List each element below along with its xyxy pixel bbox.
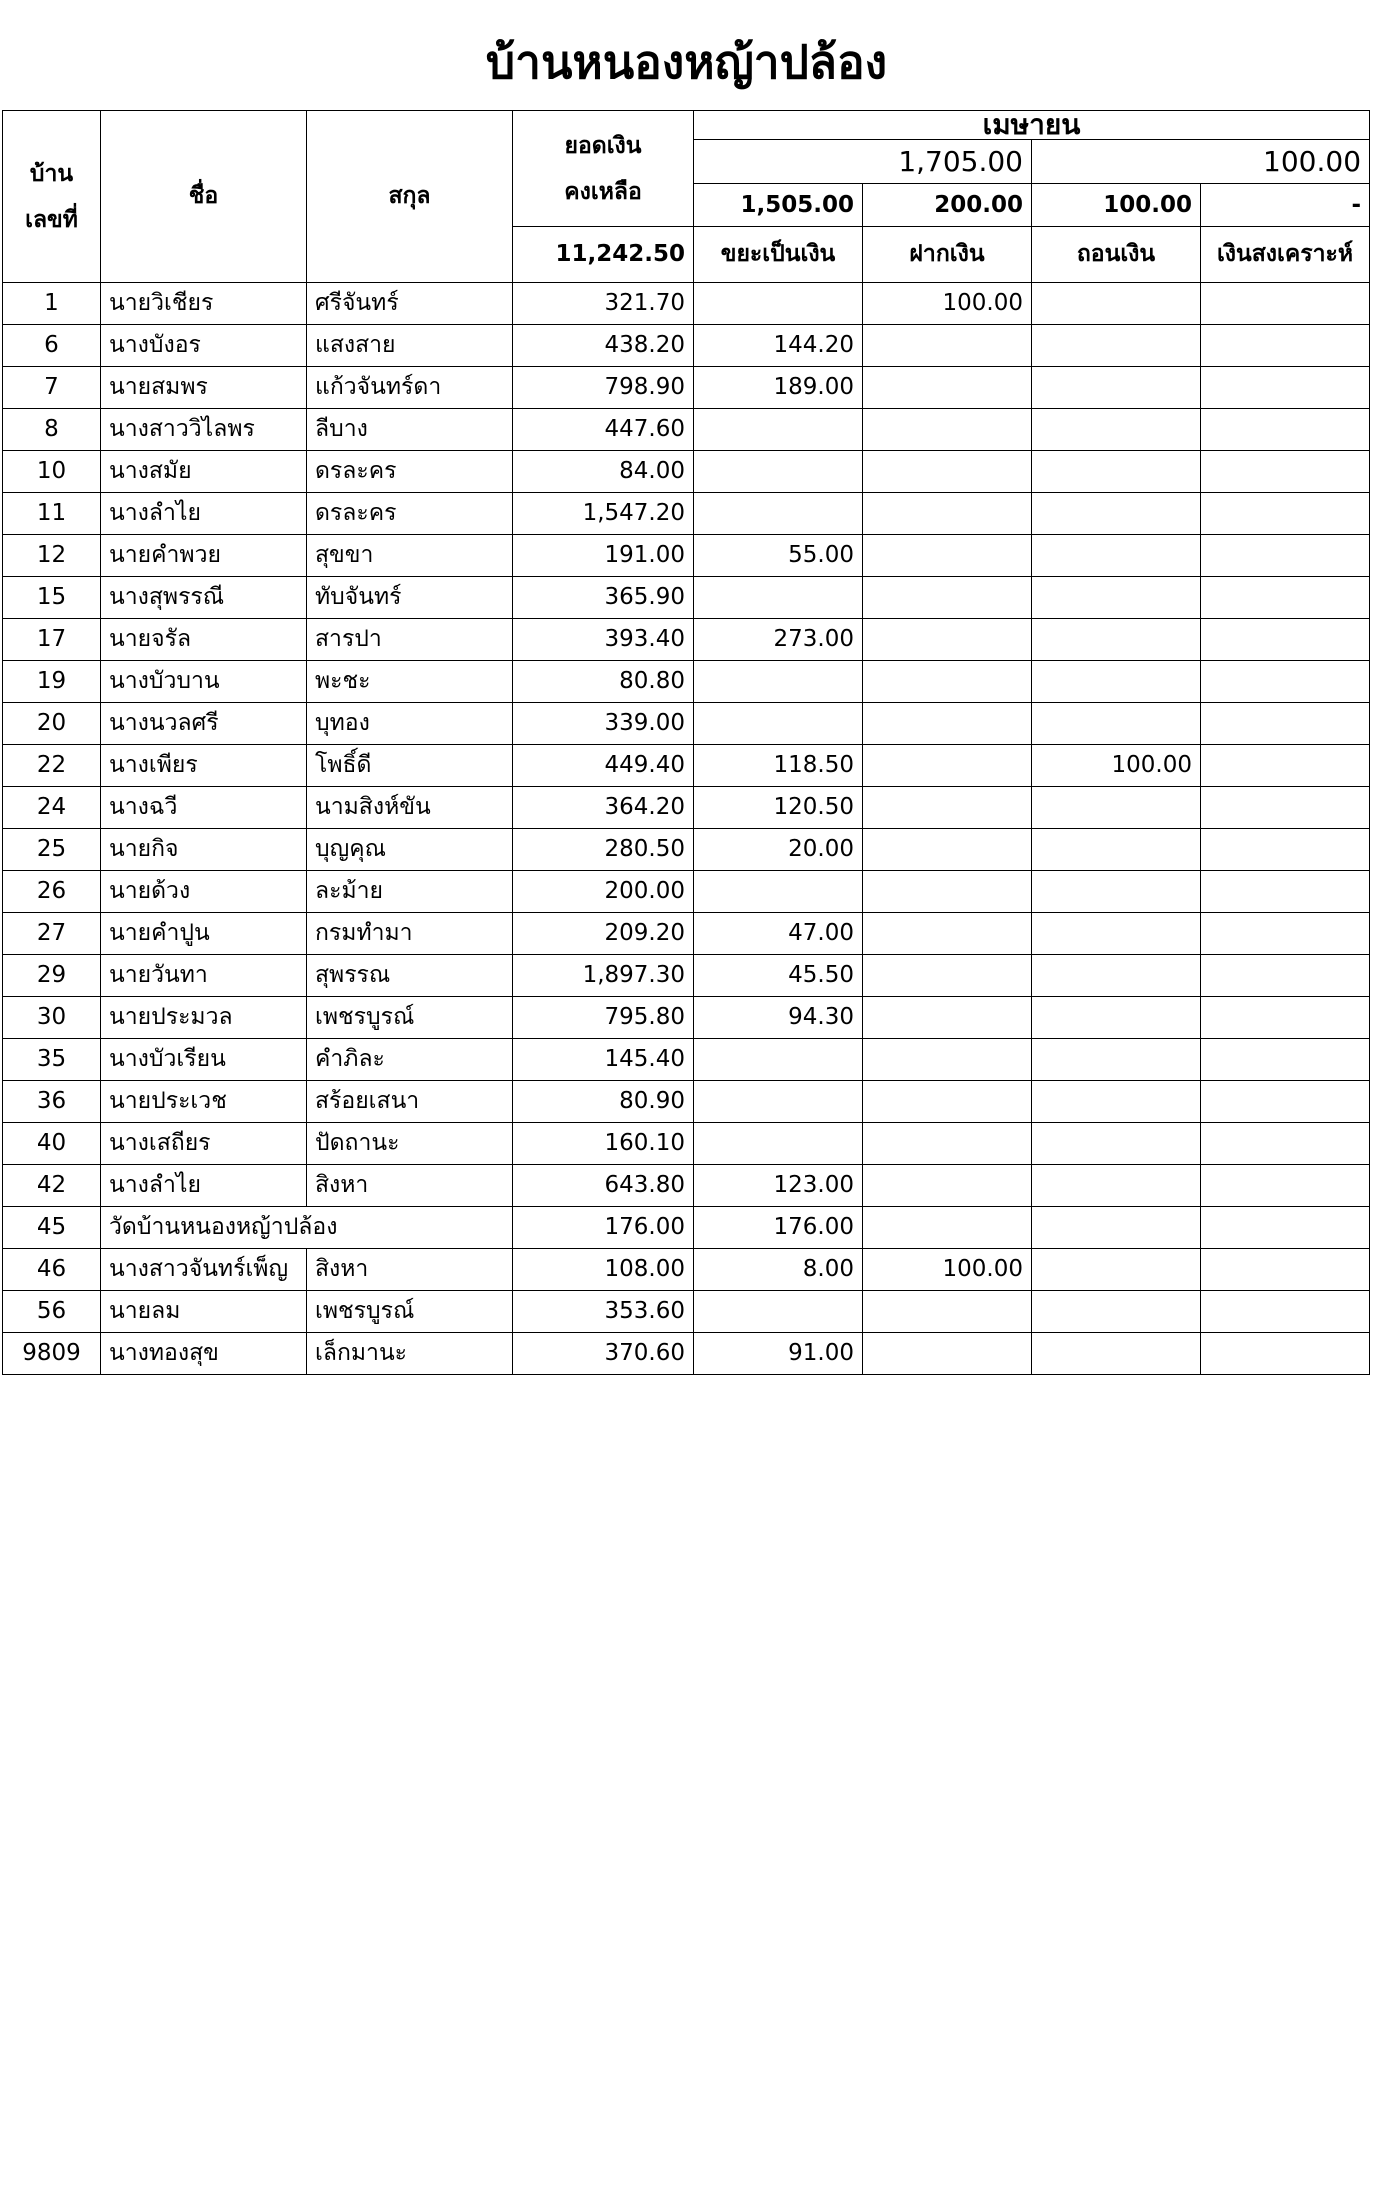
cell-house-no: 6 bbox=[3, 325, 101, 367]
header-month: เมษายน bbox=[694, 111, 1370, 140]
cell-deposit bbox=[863, 1291, 1032, 1333]
cell-house-no: 42 bbox=[3, 1165, 101, 1207]
cell-house-no: 10 bbox=[3, 451, 101, 493]
header-balance-line1: ยอดเงิน bbox=[564, 132, 642, 159]
cell-balance: 795.80 bbox=[513, 997, 694, 1039]
cell-waste bbox=[694, 577, 863, 619]
cell-withdraw bbox=[1032, 1333, 1201, 1375]
cell-deposit bbox=[863, 493, 1032, 535]
table-row bbox=[3, 871, 1370, 913]
cell-surname: คำภิละ bbox=[307, 1039, 513, 1081]
cell-name: นางบัวเรียน bbox=[101, 1039, 307, 1081]
cell-house-no: 8 bbox=[3, 409, 101, 451]
cell-house-no: 7 bbox=[3, 367, 101, 409]
header-house-no-line1: บ้าน bbox=[29, 160, 74, 187]
cell-house-no: 1 bbox=[3, 283, 101, 325]
table-row bbox=[3, 1207, 1370, 1249]
cell-name: นางทองสุข bbox=[101, 1333, 307, 1375]
table-row bbox=[3, 1081, 1370, 1123]
header-sum-out: 100.00 bbox=[1032, 140, 1370, 184]
table-row bbox=[3, 1039, 1370, 1081]
cell-waste bbox=[694, 283, 863, 325]
cell-name: นางลำไย bbox=[101, 493, 307, 535]
cell-balance: 145.40 bbox=[513, 1039, 694, 1081]
table-row bbox=[3, 703, 1370, 745]
cell-surname: ปัดถานะ bbox=[307, 1123, 513, 1165]
cell-house-no: 45 bbox=[3, 1207, 101, 1249]
cell-waste: 8.00 bbox=[694, 1249, 863, 1291]
ledger-body bbox=[3, 283, 1370, 1375]
cell-name: นางสาววิไลพร bbox=[101, 409, 307, 451]
cell-withdraw bbox=[1032, 787, 1201, 829]
cell-house-no: 46 bbox=[3, 1249, 101, 1291]
table-row bbox=[3, 451, 1370, 493]
cell-balance: 80.80 bbox=[513, 661, 694, 703]
table-row bbox=[3, 745, 1370, 787]
cell-name: นายคำปูน bbox=[101, 913, 307, 955]
cell-name: นายสมพร bbox=[101, 367, 307, 409]
table-row bbox=[3, 1333, 1370, 1375]
cell-name: นางบัวบาน bbox=[101, 661, 307, 703]
cell-balance: 1,547.20 bbox=[513, 493, 694, 535]
table-row bbox=[3, 829, 1370, 871]
cell-surname: สุพรรณ bbox=[307, 955, 513, 997]
savings-ledger-table bbox=[2, 110, 1370, 1375]
cell-name: นายจรัล bbox=[101, 619, 307, 661]
cell-welfare bbox=[1201, 745, 1370, 787]
cell-welfare bbox=[1201, 493, 1370, 535]
cell-house-no: 11 bbox=[3, 493, 101, 535]
cell-deposit bbox=[863, 409, 1032, 451]
cell-balance: 321.70 bbox=[513, 283, 694, 325]
header-total-welfare: - bbox=[1201, 184, 1370, 227]
cell-surname: โพธิ์ดี bbox=[307, 745, 513, 787]
cell-waste: 120.50 bbox=[694, 787, 863, 829]
cell-welfare bbox=[1201, 1249, 1370, 1291]
header-col-waste: ขยะเป็นเงิน bbox=[694, 227, 863, 283]
cell-withdraw bbox=[1032, 955, 1201, 997]
cell-waste: 20.00 bbox=[694, 829, 863, 871]
cell-welfare bbox=[1201, 703, 1370, 745]
cell-welfare bbox=[1201, 1207, 1370, 1249]
cell-balance: 200.00 bbox=[513, 871, 694, 913]
cell-name: นางสุพรรณี bbox=[101, 577, 307, 619]
cell-withdraw bbox=[1032, 1291, 1201, 1333]
cell-surname: ทับจันทร์ bbox=[307, 577, 513, 619]
cell-balance: 370.60 bbox=[513, 1333, 694, 1375]
cell-withdraw bbox=[1032, 577, 1201, 619]
cell-surname: สุขขา bbox=[307, 535, 513, 577]
cell-welfare bbox=[1201, 451, 1370, 493]
cell-waste bbox=[694, 493, 863, 535]
cell-house-no: 15 bbox=[3, 577, 101, 619]
header-house-no bbox=[3, 111, 101, 283]
cell-deposit bbox=[863, 661, 1032, 703]
cell-waste: 118.50 bbox=[694, 745, 863, 787]
table-row bbox=[3, 1123, 1370, 1165]
header-name: ชื่อ bbox=[101, 111, 307, 283]
cell-welfare bbox=[1201, 1081, 1370, 1123]
cell-withdraw bbox=[1032, 1249, 1201, 1291]
cell-house-no: 36 bbox=[3, 1081, 101, 1123]
cell-withdraw bbox=[1032, 829, 1201, 871]
cell-name: นายวิเชียร bbox=[101, 283, 307, 325]
header-balance bbox=[513, 111, 694, 227]
cell-surname: ดรละคร bbox=[307, 493, 513, 535]
cell-surname: เพชรบูรณ์ bbox=[307, 997, 513, 1039]
cell-surname: แก้วจันทร์ดา bbox=[307, 367, 513, 409]
table-row bbox=[3, 787, 1370, 829]
cell-deposit bbox=[863, 997, 1032, 1039]
cell-deposit bbox=[863, 955, 1032, 997]
cell-welfare bbox=[1201, 1291, 1370, 1333]
cell-surname: เพชรบูรณ์ bbox=[307, 1291, 513, 1333]
cell-deposit bbox=[863, 451, 1032, 493]
table-row bbox=[3, 409, 1370, 451]
cell-name: นายคำพวย bbox=[101, 535, 307, 577]
cell-withdraw bbox=[1032, 1207, 1201, 1249]
cell-waste: 144.20 bbox=[694, 325, 863, 367]
cell-deposit bbox=[863, 745, 1032, 787]
cell-balance: 1,897.30 bbox=[513, 955, 694, 997]
cell-name: นางลำไย bbox=[101, 1165, 307, 1207]
table-row bbox=[3, 1291, 1370, 1333]
cell-name: นางนวลศรี bbox=[101, 703, 307, 745]
cell-balance: 393.40 bbox=[513, 619, 694, 661]
cell-withdraw bbox=[1032, 1165, 1201, 1207]
cell-welfare bbox=[1201, 535, 1370, 577]
cell-deposit bbox=[863, 367, 1032, 409]
cell-withdraw bbox=[1032, 283, 1201, 325]
cell-surname: ดรละคร bbox=[307, 451, 513, 493]
cell-deposit: 100.00 bbox=[863, 1249, 1032, 1291]
cell-surname: นามสิงห์ขัน bbox=[307, 787, 513, 829]
cell-house-no: 17 bbox=[3, 619, 101, 661]
cell-waste bbox=[694, 1123, 863, 1165]
cell-deposit bbox=[863, 703, 1032, 745]
cell-surname: ละม้าย bbox=[307, 871, 513, 913]
cell-surname: กรมทำมา bbox=[307, 913, 513, 955]
cell-welfare bbox=[1201, 955, 1370, 997]
cell-balance: 364.20 bbox=[513, 787, 694, 829]
cell-balance: 160.10 bbox=[513, 1123, 694, 1165]
table-row bbox=[3, 1249, 1370, 1291]
cell-welfare bbox=[1201, 283, 1370, 325]
header-surname: สกุล bbox=[307, 111, 513, 283]
cell-waste bbox=[694, 1081, 863, 1123]
cell-house-no: 29 bbox=[3, 955, 101, 997]
cell-waste: 123.00 bbox=[694, 1165, 863, 1207]
cell-deposit bbox=[863, 829, 1032, 871]
cell-house-no: 9809 bbox=[3, 1333, 101, 1375]
cell-deposit bbox=[863, 871, 1032, 913]
table-row bbox=[3, 955, 1370, 997]
cell-house-no: 12 bbox=[3, 535, 101, 577]
cell-name: นางเพียร bbox=[101, 745, 307, 787]
table-row bbox=[3, 913, 1370, 955]
cell-waste bbox=[694, 1039, 863, 1081]
header-total-waste: 1,505.00 bbox=[694, 184, 863, 227]
header-house-no-line2: เลขที่ bbox=[25, 206, 78, 233]
table-row bbox=[3, 325, 1370, 367]
header-col-welfare: เงินสงเคราะห์ bbox=[1201, 227, 1370, 283]
cell-balance: 438.20 bbox=[513, 325, 694, 367]
cell-withdraw bbox=[1032, 367, 1201, 409]
cell-welfare bbox=[1201, 325, 1370, 367]
cell-surname: บุญคุณ bbox=[307, 829, 513, 871]
cell-house-no: 19 bbox=[3, 661, 101, 703]
cell-waste: 91.00 bbox=[694, 1333, 863, 1375]
cell-deposit bbox=[863, 1081, 1032, 1123]
cell-waste bbox=[694, 451, 863, 493]
cell-house-no: 35 bbox=[3, 1039, 101, 1081]
cell-house-no: 22 bbox=[3, 745, 101, 787]
cell-waste bbox=[694, 409, 863, 451]
cell-waste: 273.00 bbox=[694, 619, 863, 661]
cell-name: นายวันทา bbox=[101, 955, 307, 997]
cell-deposit bbox=[863, 1207, 1032, 1249]
cell-withdraw bbox=[1032, 451, 1201, 493]
cell-deposit bbox=[863, 787, 1032, 829]
cell-deposit bbox=[863, 325, 1032, 367]
cell-waste: 45.50 bbox=[694, 955, 863, 997]
cell-withdraw bbox=[1032, 871, 1201, 913]
table-row bbox=[3, 535, 1370, 577]
cell-name: นายกิจ bbox=[101, 829, 307, 871]
cell-welfare bbox=[1201, 997, 1370, 1039]
cell-welfare bbox=[1201, 829, 1370, 871]
cell-house-no: 56 bbox=[3, 1291, 101, 1333]
cell-balance: 176.00 bbox=[513, 1207, 694, 1249]
cell-welfare bbox=[1201, 787, 1370, 829]
cell-balance: 643.80 bbox=[513, 1165, 694, 1207]
cell-deposit bbox=[863, 577, 1032, 619]
cell-house-no: 20 bbox=[3, 703, 101, 745]
cell-welfare bbox=[1201, 871, 1370, 913]
header-total-withdraw: 100.00 bbox=[1032, 184, 1201, 227]
cell-withdraw bbox=[1032, 661, 1201, 703]
table-row bbox=[3, 661, 1370, 703]
cell-withdraw bbox=[1032, 703, 1201, 745]
table-row bbox=[3, 493, 1370, 535]
page-title: บ้านหนองหญ้าปล้อง bbox=[485, 35, 888, 89]
header-sum-in: 1,705.00 bbox=[694, 140, 1032, 184]
table-row bbox=[3, 619, 1370, 661]
cell-welfare bbox=[1201, 1039, 1370, 1081]
table-row bbox=[3, 367, 1370, 409]
cell-deposit: 100.00 bbox=[863, 283, 1032, 325]
cell-deposit bbox=[863, 1123, 1032, 1165]
cell-balance: 191.00 bbox=[513, 535, 694, 577]
cell-welfare bbox=[1201, 619, 1370, 661]
cell-withdraw bbox=[1032, 325, 1201, 367]
cell-welfare bbox=[1201, 661, 1370, 703]
cell-withdraw bbox=[1032, 997, 1201, 1039]
cell-deposit bbox=[863, 1039, 1032, 1081]
cell-balance: 447.60 bbox=[513, 409, 694, 451]
cell-name: นางสาวจันทร์เพ็ญ bbox=[101, 1249, 307, 1291]
cell-name: วัดบ้านหนองหญ้าปล้อง bbox=[101, 1207, 513, 1249]
cell-house-no: 27 bbox=[3, 913, 101, 955]
cell-welfare bbox=[1201, 1165, 1370, 1207]
cell-withdraw bbox=[1032, 1081, 1201, 1123]
cell-waste: 189.00 bbox=[694, 367, 863, 409]
cell-balance: 353.60 bbox=[513, 1291, 694, 1333]
cell-surname: แสงสาย bbox=[307, 325, 513, 367]
cell-welfare bbox=[1201, 913, 1370, 955]
cell-withdraw bbox=[1032, 1039, 1201, 1081]
cell-waste: 176.00 bbox=[694, 1207, 863, 1249]
cell-welfare bbox=[1201, 1123, 1370, 1165]
table-row bbox=[3, 283, 1370, 325]
cell-surname: สิงหา bbox=[307, 1165, 513, 1207]
cell-deposit bbox=[863, 535, 1032, 577]
cell-waste bbox=[694, 661, 863, 703]
cell-name: นายประเวช bbox=[101, 1081, 307, 1123]
cell-house-no: 26 bbox=[3, 871, 101, 913]
cell-name: นางเสถียร bbox=[101, 1123, 307, 1165]
cell-deposit bbox=[863, 619, 1032, 661]
table-row bbox=[3, 997, 1370, 1039]
cell-surname: เล็กมานะ bbox=[307, 1333, 513, 1375]
cell-name: นางบังอร bbox=[101, 325, 307, 367]
cell-balance: 209.20 bbox=[513, 913, 694, 955]
cell-surname: ลีบาง bbox=[307, 409, 513, 451]
cell-house-no: 24 bbox=[3, 787, 101, 829]
table-row bbox=[3, 1165, 1370, 1207]
cell-waste: 47.00 bbox=[694, 913, 863, 955]
cell-welfare bbox=[1201, 367, 1370, 409]
cell-surname: ศรีจันทร์ bbox=[307, 283, 513, 325]
header-col-withdraw: ถอนเงิน bbox=[1032, 227, 1201, 283]
cell-name: นายด้วง bbox=[101, 871, 307, 913]
cell-surname: บุทอง bbox=[307, 703, 513, 745]
cell-withdraw: 100.00 bbox=[1032, 745, 1201, 787]
cell-surname: สิงหา bbox=[307, 1249, 513, 1291]
header-total-deposit: 200.00 bbox=[863, 184, 1032, 227]
cell-waste bbox=[694, 1291, 863, 1333]
cell-house-no: 40 bbox=[3, 1123, 101, 1165]
cell-surname: สารปา bbox=[307, 619, 513, 661]
cell-welfare bbox=[1201, 577, 1370, 619]
cell-waste: 94.30 bbox=[694, 997, 863, 1039]
cell-waste bbox=[694, 871, 863, 913]
cell-withdraw bbox=[1032, 619, 1201, 661]
cell-waste: 55.00 bbox=[694, 535, 863, 577]
cell-balance: 80.90 bbox=[513, 1081, 694, 1123]
cell-name: นายลม bbox=[101, 1291, 307, 1333]
cell-balance: 339.00 bbox=[513, 703, 694, 745]
cell-withdraw bbox=[1032, 1123, 1201, 1165]
cell-deposit bbox=[863, 913, 1032, 955]
cell-withdraw bbox=[1032, 493, 1201, 535]
cell-balance: 108.00 bbox=[513, 1249, 694, 1291]
header-balance-line2: คงเหลือ bbox=[564, 178, 642, 205]
cell-welfare bbox=[1201, 409, 1370, 451]
cell-withdraw bbox=[1032, 409, 1201, 451]
cell-surname: สร้อยเสนา bbox=[307, 1081, 513, 1123]
cell-balance: 280.50 bbox=[513, 829, 694, 871]
cell-name: นางฉวี bbox=[101, 787, 307, 829]
cell-balance: 84.00 bbox=[513, 451, 694, 493]
cell-balance: 798.90 bbox=[513, 367, 694, 409]
cell-balance: 365.90 bbox=[513, 577, 694, 619]
cell-withdraw bbox=[1032, 535, 1201, 577]
cell-surname: พะชะ bbox=[307, 661, 513, 703]
cell-name: นางสมัย bbox=[101, 451, 307, 493]
cell-waste bbox=[694, 703, 863, 745]
cell-balance: 449.40 bbox=[513, 745, 694, 787]
header-balance-total: 11,242.50 bbox=[513, 227, 694, 283]
cell-withdraw bbox=[1032, 913, 1201, 955]
cell-deposit bbox=[863, 1165, 1032, 1207]
table-row bbox=[3, 577, 1370, 619]
cell-house-no: 30 bbox=[3, 997, 101, 1039]
header-col-deposit: ฝากเงิน bbox=[863, 227, 1032, 283]
cell-name: นายประมวล bbox=[101, 997, 307, 1039]
cell-welfare bbox=[1201, 1333, 1370, 1375]
cell-house-no: 25 bbox=[3, 829, 101, 871]
cell-deposit bbox=[863, 1333, 1032, 1375]
